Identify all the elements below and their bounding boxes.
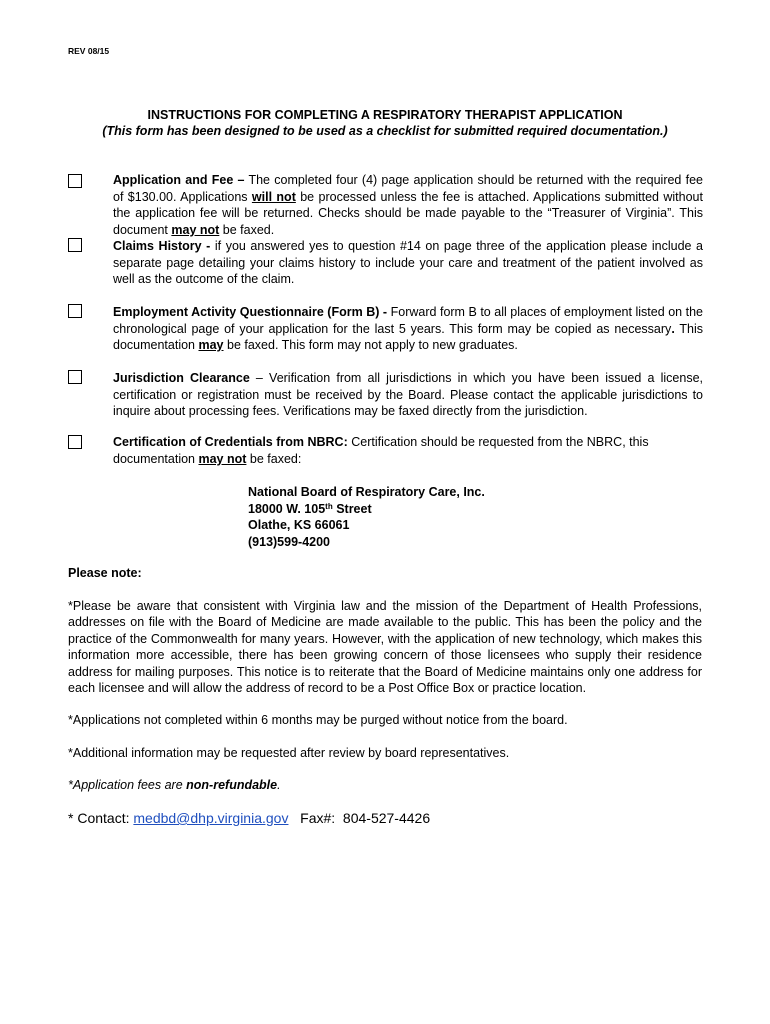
page-subtitle: (This form has been designed to be used as a checklist for submitted required documentation.)	[102, 124, 668, 138]
item-heading: Jurisdiction Clearance	[113, 371, 250, 385]
checkbox-jurisdiction-clearance[interactable]	[68, 370, 82, 384]
notes-heading: Please note:	[68, 566, 142, 580]
checklist-item-application-fee: Application and Fee – The completed four (4) page application should be returned with the required fee of $130.00. Applications will not be processed unless the fee is attached. Applications submitted without the application fee will be returned. Checks should be made payable to the “Treasurer of Virginia”. This document may not be faxed.	[113, 173, 703, 237]
nbrc-address	[248, 484, 485, 550]
item-heading: Application and Fee –	[113, 173, 245, 187]
address-line-1: National Board of Respiratory Care, Inc.	[248, 485, 485, 499]
note-additional-info: *Additional information may be requested after review by board representatives.	[68, 746, 510, 760]
checklist-item-nbrc-certification: Certification of Credentials from NBRC: Certification should be requested from the NBRC, this documentation may not be faxed:	[113, 435, 649, 466]
revision-label: REV 08/15	[68, 46, 110, 56]
address-line-2: 18000 W. 105th Street	[248, 501, 372, 516]
address-phone: (913)599-4200	[248, 534, 331, 549]
checkbox-employment-activity[interactable]	[68, 304, 82, 318]
checklist-item-claims-history: Claims History - if you answered yes to question #14 on page three of the application please include a separate page detailing your claims history to include your care and treatment of the patient involved as well as the outcome of the claim.	[113, 239, 703, 287]
item-heading: Employment Activity Questionnaire (Form B) -	[113, 305, 388, 319]
item-heading: Claims History -	[113, 239, 211, 253]
checklist-item-jurisdiction-clearance: Jurisdiction Clearance – Verification from all jurisdictions in which you have been issued a license, certification or registration must be received by the Board. Please contact the applicable jurisdictions to inquire about processing fees. Verifications may be faxed directly from the jurisdiction.	[113, 371, 703, 419]
note-address-policy: *Please be aware that consistent with Virginia law and the mission of the Department of Health Professions, addresses on file with the Board of Medicine are made available to the public. This has been the policy and the practice of the Commonwealth for many years. However, with the application of new technology, which makes this information more accessible, there has been growing concern of those licensees who supply their residence address for mailing purposes. This notice is to reiterate that the Board of Medicine maintains only one address for each licensee and will allow the address of record to be a Post Office Box or practice location.	[68, 599, 702, 696]
address-line-3: Olathe, KS 66061	[248, 518, 350, 533]
note-purge-policy: *Applications not completed within 6 months may be purged without notice from the board.	[68, 713, 568, 727]
checkbox-application-fee[interactable]	[68, 174, 82, 188]
email-link[interactable]: medbd@dhp.virginia.gov	[133, 810, 289, 826]
checkbox-claims-history[interactable]	[68, 238, 82, 252]
item-heading: Certification of Credentials from NBRC:	[113, 435, 348, 449]
contact-line: * Contact: medbd@dhp.virginia.gov Fax#: 804-527-4426	[68, 810, 431, 826]
fax-number: Fax#: 804-527-4426	[288, 810, 431, 826]
page-title: INSTRUCTIONS FOR COMPLETING A RESPIRATORY THERAPIST APPLICATION	[147, 108, 623, 122]
checklist-item-employment-activity: Employment Activity Questionnaire (Form B) - Forward form B to all places of employment listed on the chronological page of your application for the last 5 years. This form may be copied as necessary. This documentation may be faxed. This form may not apply to new graduates.	[113, 305, 703, 353]
checkbox-nbrc-certification[interactable]	[68, 435, 82, 449]
note-fees: *Application fees are non-refundable.	[68, 778, 281, 792]
